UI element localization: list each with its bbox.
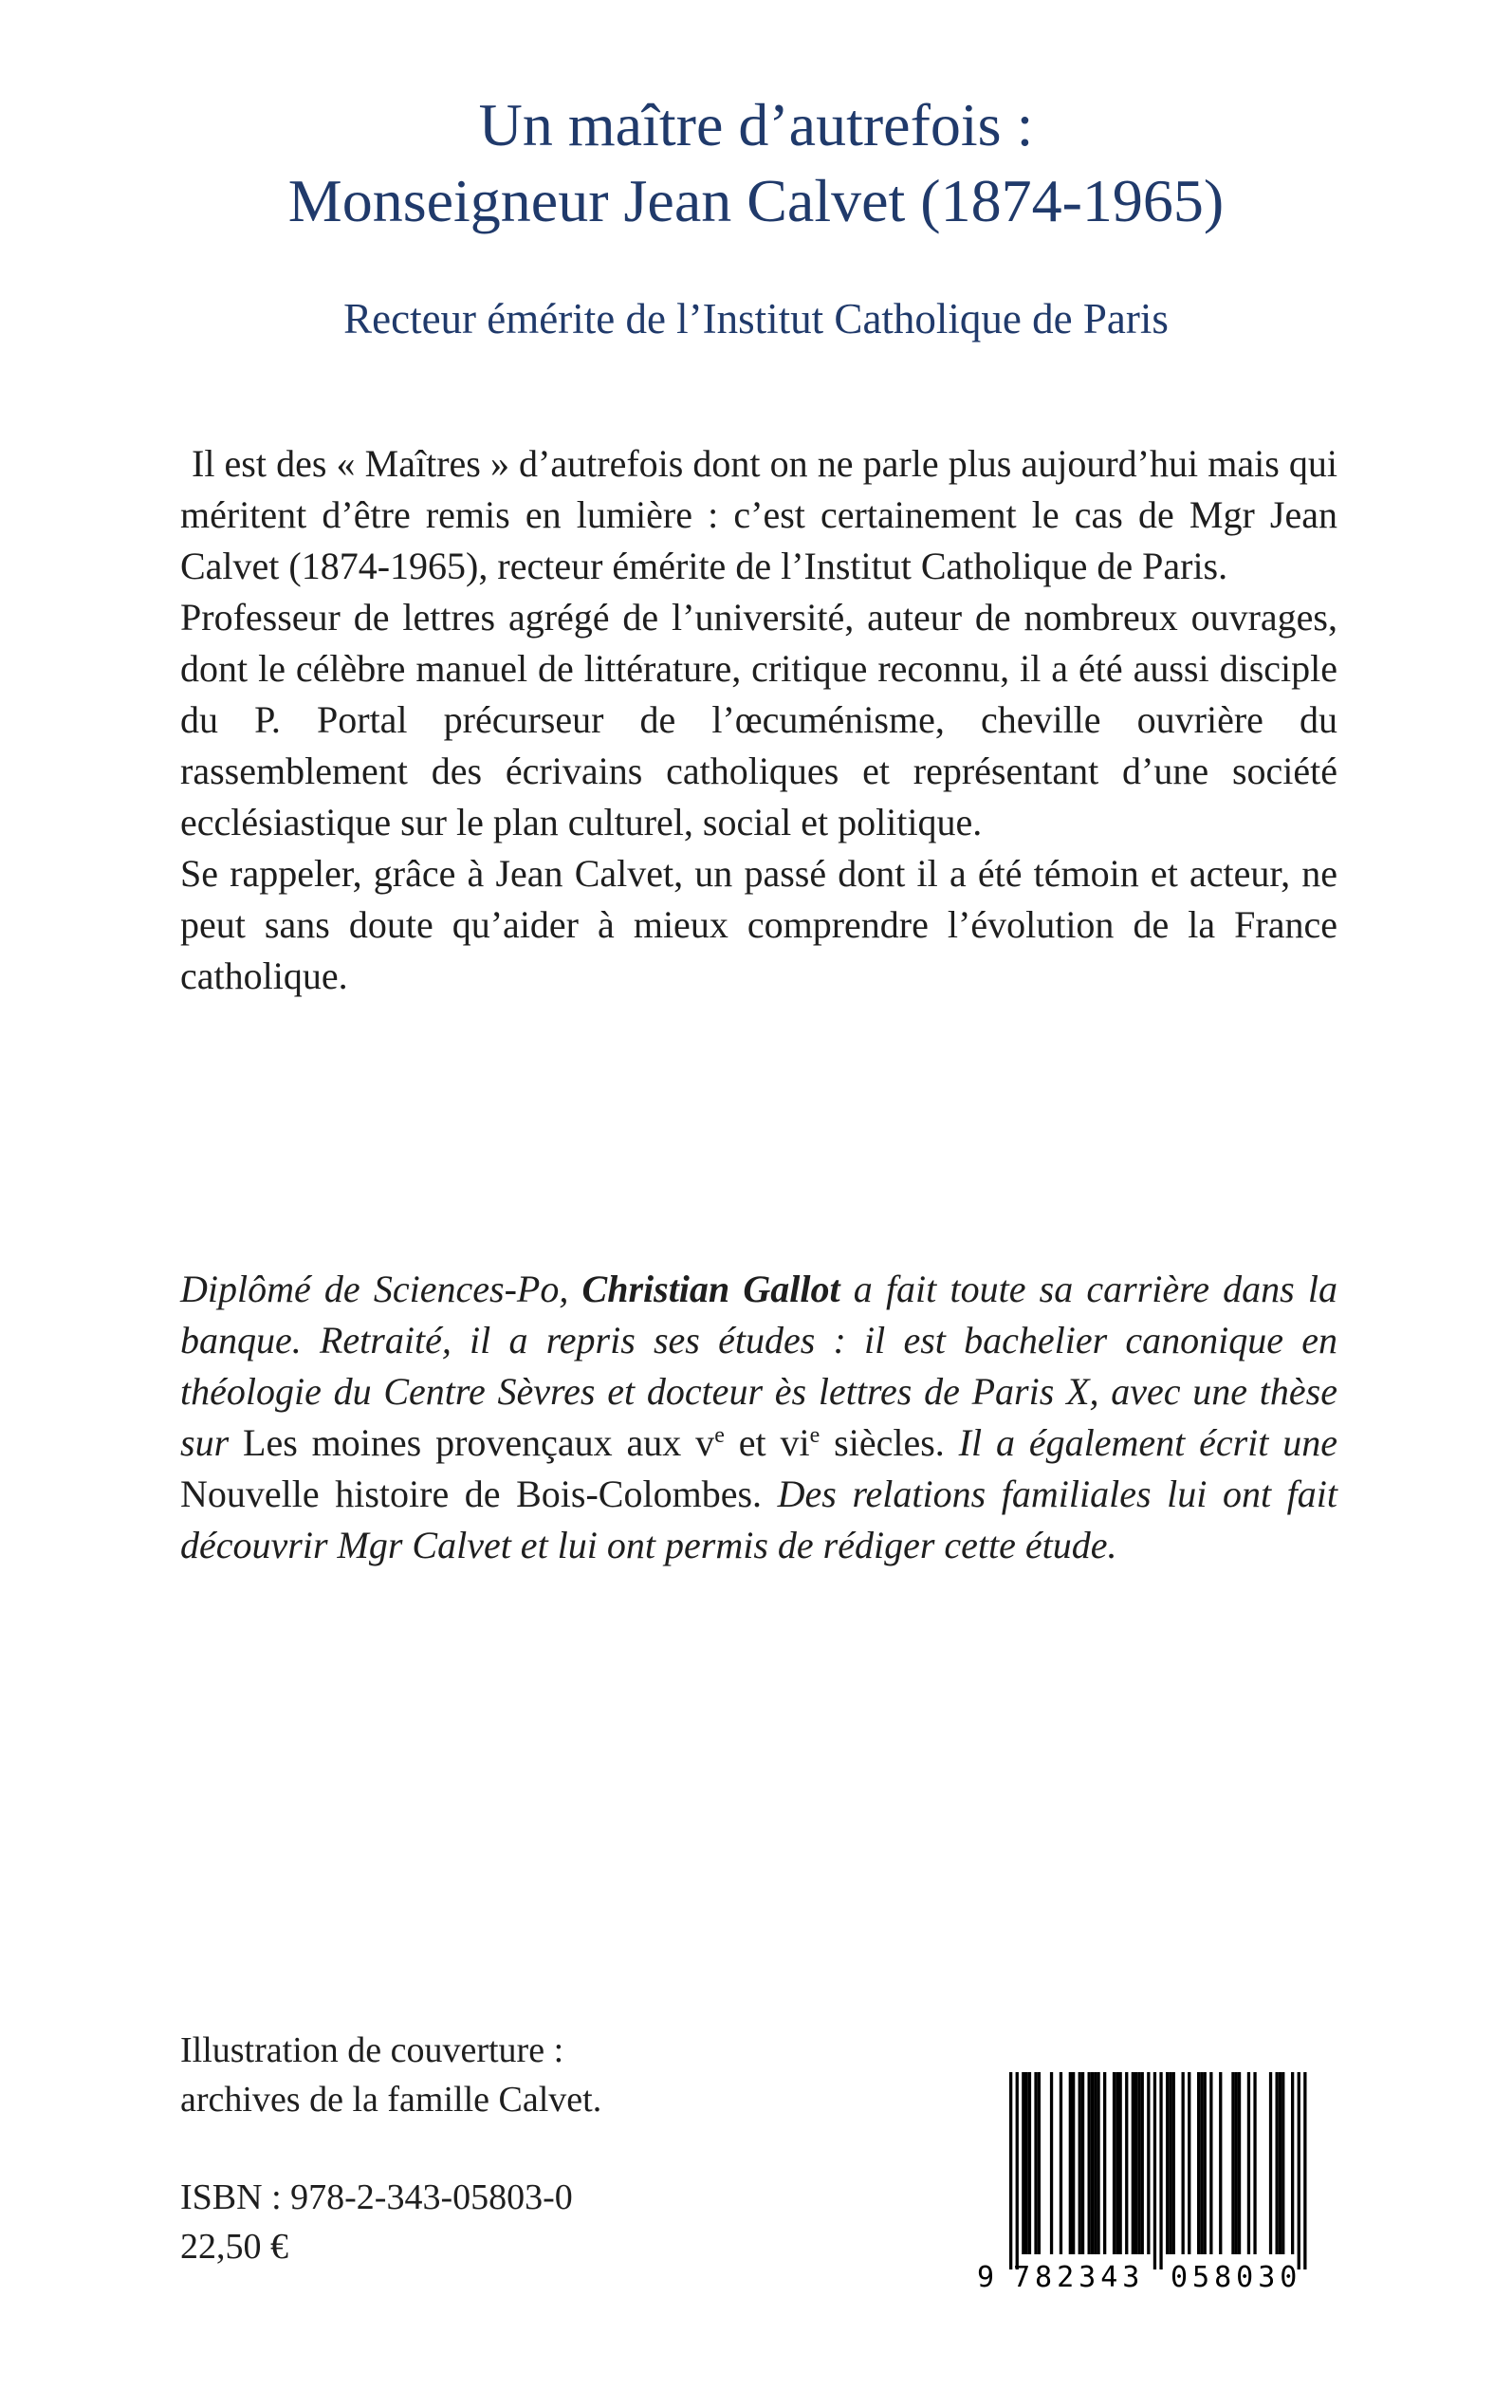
barcode-bar — [1103, 2072, 1106, 2254]
summary-paragraph-2: Professeur de lettres agrégé de l’université, auteur de nombreux ouvrages, dont le célèbre manuel de littérature, critique reconnu, il a été aussi disciple du P. Portal précurseur de l’œcuménisme, cheville ouvrière du rassemblement des écrivains catholiques et représentant d’une société ecclésiastique sur le plan culturel, social et politique. — [180, 596, 1337, 843]
bio-text-4: Des relations familiales lui ont fait découvrir Mgr Calvet et lui ont permis de rédiger cette étude. — [180, 1473, 1338, 1566]
barcode-bar — [1069, 2072, 1072, 2254]
bio-text-2: a fait toute sa carrière dans la banque. Retraité, il a repris ses études : il est bachelier canonique en théologie du Centre Sèvres et docteur ès lettres de Paris X, avec une thèse sur — [180, 1268, 1338, 1464]
barcode-bar — [1247, 2072, 1250, 2254]
barcode-digit-first: 9 — [977, 2261, 995, 2294]
summary-paragraph-1: Il est des « Maîtres » d’autrefois dont on ne parle plus aujourd’hui mais qui méritent d’être remis en lumière : c’est certainement le cas de Mgr Jean Calvet (1874-1965), recteur émérite de l’Institut Catholique de Paris. — [180, 442, 1337, 587]
barcode-bar — [1113, 2072, 1116, 2254]
thesis-title — [243, 1421, 945, 1464]
barcode-bar — [1125, 2072, 1128, 2254]
barcode-bar — [1091, 2072, 1094, 2254]
illustration-credit-line-1: Illustration de couverture : — [180, 2030, 564, 2070]
barcode-bar — [1279, 2072, 1282, 2254]
barcode-bar — [1269, 2072, 1272, 2254]
bio-text-3: Il a également écrit une — [958, 1421, 1338, 1464]
title-line-1: Un maître d’autrefois : — [478, 91, 1034, 158]
summary-text — [180, 438, 1337, 1002]
barcode-bar — [1200, 2072, 1203, 2254]
isbn: ISBN : 978-2-343-05803-0 — [180, 2177, 573, 2217]
barcode-bar — [1159, 2072, 1162, 2269]
barcode-bar — [1022, 2072, 1024, 2254]
barcode-bar — [1119, 2072, 1122, 2254]
subtitle: Recteur émérite de l’Institut Catholique de Paris — [343, 295, 1169, 343]
barcode-bar — [1188, 2072, 1190, 2254]
barcode-bar — [1028, 2072, 1031, 2254]
title-line-2: Monseigneur Jean Calvet (1874-1965) — [287, 167, 1225, 234]
barcode-bar — [1204, 2072, 1207, 2254]
superscript-e: e — [809, 1423, 821, 1448]
barcode-bar — [1153, 2072, 1156, 2269]
barcode-bar — [1276, 2072, 1279, 2254]
barcode-bar — [1094, 2072, 1097, 2254]
barcode-bar — [1060, 2072, 1062, 2254]
barcode-bar — [1166, 2072, 1169, 2254]
barcode-bar — [1016, 2072, 1019, 2269]
barcode-digits-left: 782343 — [1013, 2261, 1145, 2294]
barcode-bar — [1209, 2072, 1212, 2254]
barcode-bar — [1025, 2072, 1028, 2254]
barcode — [969, 2066, 1341, 2294]
barcode-bar — [1282, 2072, 1284, 2254]
barcode-bar — [1137, 2072, 1140, 2254]
barcode-bar — [1134, 2072, 1137, 2254]
barcode-bar — [1253, 2072, 1256, 2254]
superscript-e: e — [714, 1423, 725, 1448]
barcode-bar — [1291, 2072, 1294, 2254]
bio-text-1: Diplômé de Sciences-Po, — [180, 1268, 569, 1310]
price: 22,50 € — [180, 2227, 288, 2267]
barcode-bar — [1050, 2072, 1053, 2254]
barcode-bar — [1038, 2072, 1041, 2254]
barcode-bar — [1298, 2072, 1300, 2269]
barcode-bar — [1081, 2072, 1084, 2254]
author-name: Christian Gallot — [581, 1268, 840, 1310]
barcode-bar — [1238, 2072, 1241, 2254]
barcode-bar — [1197, 2072, 1200, 2254]
thesis-title-a: Les moines provençaux aux v — [243, 1421, 715, 1464]
barcode-bar — [1079, 2072, 1081, 2254]
summary-paragraph-3: Se rappeler, grâce à Jean Calvet, un passé dont il a été témoin et acteur, ne peut sans doute qu’aider à mieux comprendre l’évolution de la France catholique. — [180, 852, 1337, 997]
barcode-bar — [1088, 2072, 1091, 2254]
barcode-bar — [1172, 2072, 1175, 2254]
illustration-credit-line-2: archives de la famille Calvet. — [180, 2080, 602, 2120]
barcode-bar — [1303, 2072, 1306, 2269]
thesis-title-b: et vi — [738, 1421, 810, 1464]
barcode-bar — [1132, 2072, 1134, 2254]
barcode-bar — [1147, 2072, 1150, 2254]
barcode-bar — [1141, 2072, 1144, 2254]
thesis-title-c: siècles. — [834, 1421, 945, 1464]
barcode-bar — [1116, 2072, 1118, 2254]
barcode-bar — [1219, 2072, 1222, 2254]
barcode-bar — [1182, 2072, 1185, 2254]
barcode-bar — [1235, 2072, 1238, 2254]
barcode-bar — [1009, 2072, 1012, 2269]
barcode-bar — [1231, 2072, 1234, 2254]
author-bio — [180, 1264, 1337, 1571]
book-title: Nouvelle histoire de Bois-Colombes. — [180, 1473, 763, 1515]
barcode-bar — [1034, 2072, 1037, 2254]
barcode-bar — [1169, 2072, 1171, 2254]
barcode-bar — [1072, 2072, 1075, 2254]
barcode-bar — [1097, 2072, 1099, 2254]
barcode-digits-right: 058030 — [1171, 2261, 1302, 2294]
